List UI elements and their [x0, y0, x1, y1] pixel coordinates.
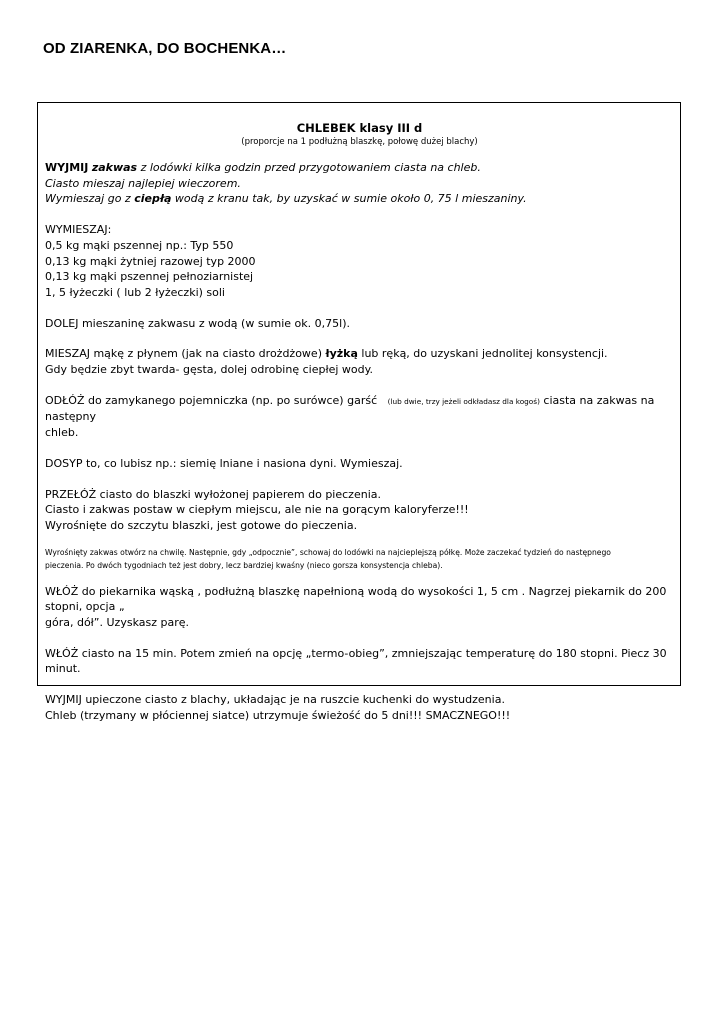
- note-line-1: Wyrośnięty zakwas otwórz na chwilę. Następnie, gdy „odpocznie”, schowaj do lodówki na najcieplejszą półkę. Może zaczekać tydzień do następnego: [45, 547, 611, 557]
- step-stir: MIESZAJ mąkę z płynem (jak na ciasto drożdżowe) łyżką lub ręką, do uzyskani jednolitej konsystencji.: [45, 347, 608, 361]
- step-stir-line-2: Gdy będzie zbyt twarda- gęsta, dolej odrobinę ciepłej wody.: [45, 363, 374, 377]
- recipe-box: [37, 102, 681, 722]
- step-set-aside-line-2: chleb.: [45, 426, 79, 440]
- step-sprinkle: DOSYP to, co lubisz np.: siemię lniane i nasiona dyni. Wymieszaj.: [45, 456, 403, 470]
- recipe-subtitle: (proporcje na 1 podłużną blaszkę, połowę dużej blachy): [241, 137, 478, 147]
- step-set-aside: ODŁÓŻ do zamykanego pojemniczka (np. po surówce) garść (lub dwie, trzy jeżeli odkładasz dla kogoś) ciasta na zakwas na następny: [45, 393, 655, 424]
- step-transfer-line-3: Wyrośnięte do szczytu blaszki, jest gotowe do pieczenia.: [45, 518, 358, 532]
- intro-line-1: WYJMIJ zakwas z lodówki kilka godzin przed przygotowaniem ciasta na chleb.: [45, 161, 481, 174]
- ingredient-item: 0,13 kg mąki pszennej pełnoziarnistej: [45, 270, 254, 284]
- step-add: DOLEJ mieszaninę zakwasu z wodą (w sumie ok. 0,75l).: [45, 316, 350, 330]
- ingredient-item: 0,5 kg mąki pszennej np.: Typ 550: [45, 238, 234, 252]
- recipe-title: CHLEBEK klasy III d: [296, 121, 423, 135]
- intro-line-2: Ciasto mieszaj najlepiej wieczorem.: [45, 176, 241, 190]
- step-finish-line-1: WYJMIJ upieczone ciasto z blachy, układając je na ruszcie kuchenki do wystudzenia.: [45, 693, 505, 707]
- step-finish-line-2: Chleb (trzymany w płóciennej siatce) utrzymuje świeżość do 5 dni!!! SMACZNEGO!!!: [45, 708, 511, 722]
- step-transfer-line-1: PRZEŁÓŻ ciasto do blaszki wyłożonej papierem do pieczenia.: [45, 487, 381, 501]
- intro-line-3: Wymieszaj go z ciepłą wodą z kranu tak, by uzyskać w sumie około 0, 75 l mieszaniny.: [45, 192, 527, 206]
- mix-heading: WYMIESZAJ:: [45, 223, 112, 237]
- page-title: OD ZIARENKA, DO BOCHENKA…: [43, 40, 287, 57]
- step-oven-line-1: WŁÓŻ do piekarnika wąską , podłużną blaszkę napełnioną wodą do wysokości 1, 5 cm . Nagrzej piekarnik do 200 stopni, opcja „: [45, 584, 667, 614]
- step-transfer-line-2: Ciasto i zakwas postaw w ciepłym miejscu, ale nie na gorącym kaloryferze!!!: [45, 503, 469, 517]
- ingredient-item: 0,13 kg mąki żytniej razowej typ 2000: [45, 254, 256, 268]
- step-bake: WŁÓŻ ciasto na 15 min. Potem zmień na opcję „termo-obieg”, zmniejszając temperaturę do 180 stopni. Piecz 30 minut.: [45, 646, 667, 676]
- step-oven-line-2: góra, dół”. Uzyskasz parę.: [45, 616, 189, 630]
- recipe-content: [45, 120, 674, 724]
- ingredient-item: 1, 5 łyżeczki ( lub 2 łyżeczki) soli: [45, 285, 225, 299]
- note-line-2: pieczenia. Po dwóch tygodniach też jest dobry, lecz bardziej kwaśny (nieco gorsza konsystencja chleba).: [45, 560, 443, 570]
